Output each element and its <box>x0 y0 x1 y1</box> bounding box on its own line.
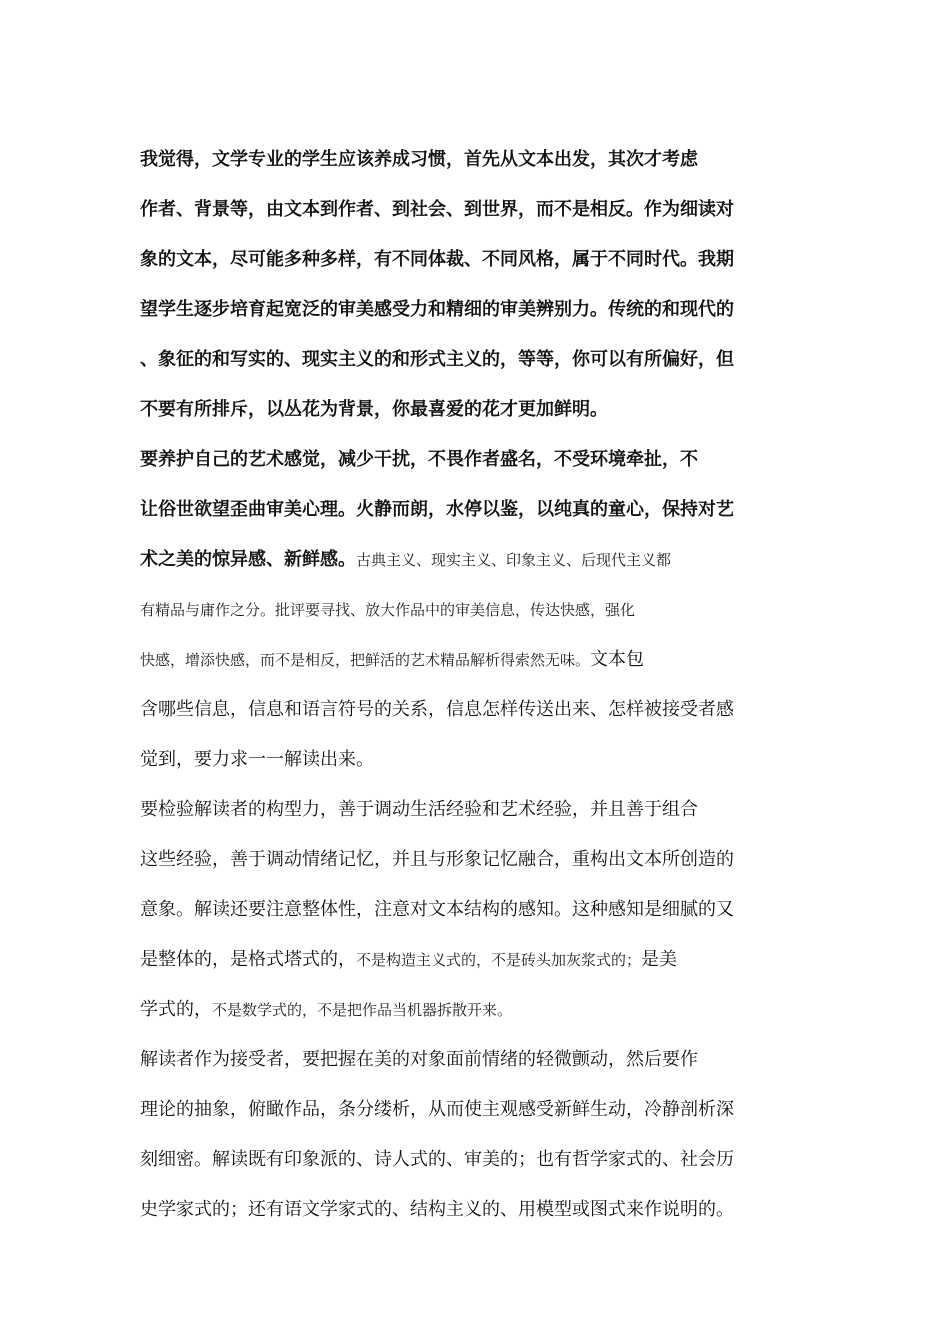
text-segment: 术之美的惊异感、新鲜感。 <box>140 549 356 570</box>
text-segment: 觉到，要力求一一解读出来。 <box>140 749 374 770</box>
text-line <box>140 598 635 622</box>
text-segment: 文本包 <box>590 649 645 670</box>
text-line <box>140 1048 698 1072</box>
text-line <box>140 848 734 872</box>
text-line <box>140 898 734 922</box>
text-segment: 解读者作为接受者，要把握在美的对象面前情绪的轻微颤动，然后要作 <box>140 1049 698 1070</box>
text-line <box>140 498 734 522</box>
text-line <box>140 1198 734 1222</box>
text-line <box>140 1148 734 1172</box>
text-segment: 作者、背景等，由文本到作者、到社会、到世界，而不是相反。作为细读对 <box>140 199 734 220</box>
text-line <box>140 348 734 372</box>
text-segment: 是整体的，是格式塔式的， <box>140 949 356 970</box>
text-segment: 快感，增添快感，而不是相反，把鲜活的艺术精品解析得索然无味。 <box>140 651 591 669</box>
text-segment: 不是构造主义式的，不是砖头加灰浆式的； <box>356 951 642 969</box>
text-segment: 有精品与庸作之分。批评要寻找、放大作品中的审美信息，传达快感，强化 <box>140 601 636 619</box>
text-segment: 史学家式的；还有语文学家式的、结构主义的、用模型或图式来作说明的。 <box>140 1199 734 1220</box>
text-segment: 是美 <box>641 949 678 970</box>
text-segment: 意象。解读还要注意整体性，注意对文本结构的感知。这种感知是细腻的又 <box>140 899 734 920</box>
text-line <box>140 398 608 422</box>
text-segment: 让俗世欲望歪曲审美心理。火静而朗，水停以鉴，以纯真的童心，保持对艺 <box>140 499 734 520</box>
text-line <box>140 148 698 172</box>
text-segment: 象的文本，尽可能多种多样，有不同体裁、不同风格，属于不同时代。我期 <box>140 249 734 270</box>
text-line <box>140 948 677 972</box>
text-line <box>140 198 734 222</box>
text-line <box>140 748 374 772</box>
text-segment: 、象征的和写实的、现实主义的和形式主义的，等等，你可以有所偏好，但 <box>140 349 734 370</box>
text-line <box>140 1098 734 1122</box>
text-line <box>140 298 734 322</box>
text-segment: 刻细密。解读既有印象派的、诗人式的、审美的；也有哲学家式的、社会历 <box>140 1149 734 1170</box>
text-segment: 这些经验，善于调动情绪记忆，并且与形象记忆融合，重构出文本所创造的 <box>140 849 734 870</box>
text-segment: 含哪些信息，信息和语言符号的关系，信息怎样传送出来、怎样被接受者感 <box>140 699 734 720</box>
text-line <box>140 548 671 572</box>
text-line <box>140 998 512 1022</box>
text-segment: 望学生逐步培育起宽泛的审美感受力和精细的审美辨别力。传统的和现代的 <box>140 299 734 320</box>
text-segment: 我觉得，文学专业的学生应该养成习惯，首先从文本出发，其次才考虑 <box>140 149 698 170</box>
text-line <box>140 698 734 722</box>
text-segment: 要检验解读者的构型力，善于调动生活经验和艺术经验，并且善于组合 <box>140 799 698 820</box>
text-segment: 不要有所排斥，以丛花为背景，你最喜爱的花才更加鲜明。 <box>140 399 608 420</box>
text-line <box>140 798 698 822</box>
text-line <box>140 248 734 272</box>
text-segment: 理论的抽象，俯瞰作品，条分缕析，从而使主观感受新鲜生动，冷静剖析深 <box>140 1099 734 1120</box>
text-line <box>140 448 698 472</box>
text-segment: 古典主义、现实主义、印象主义、后现代主义都 <box>356 551 672 569</box>
text-line <box>140 648 644 672</box>
text-segment: 要养护自己的艺术感觉，减少干扰，不畏作者盛名，不受环境牵扯，不 <box>140 449 698 470</box>
text-segment: 学式的， <box>140 999 212 1020</box>
text-segment: 不是数学式的，不是把作品当机器拆散开来。 <box>212 1001 513 1019</box>
